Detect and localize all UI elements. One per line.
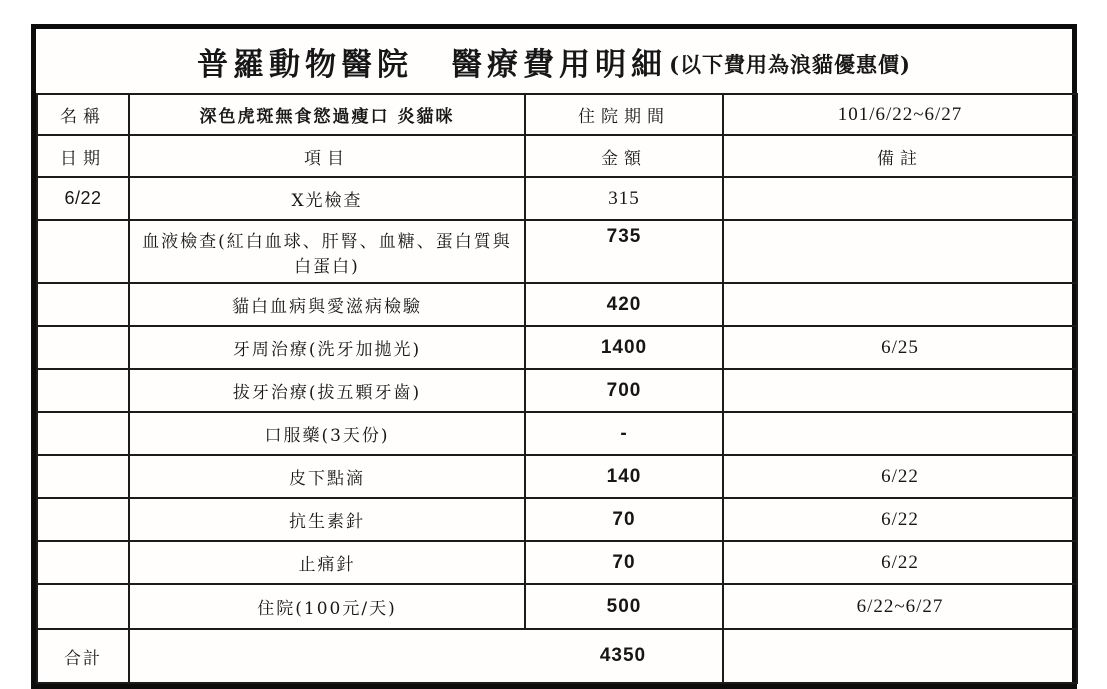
table-row (37, 283, 1077, 326)
cell-note: 6/25 (723, 326, 1077, 369)
cell-amount: 140 (525, 455, 723, 498)
cell-amount: 700 (525, 369, 723, 412)
cell-note (723, 283, 1077, 326)
cell-note (723, 412, 1077, 455)
table-row (37, 369, 1077, 412)
cell-item: 貓白血病與愛滋病檢驗 (129, 283, 525, 326)
fee-table (31, 24, 1077, 689)
table-row (37, 455, 1077, 498)
cell-item: 抗生素針 (129, 498, 525, 541)
total-amount-wrap (130, 645, 722, 667)
date-column-header: 日期 (37, 135, 129, 177)
total-label: 合計 (37, 629, 129, 683)
cell-note (723, 220, 1077, 283)
cell-date (37, 220, 129, 283)
table-row (37, 220, 1077, 283)
cell-date (37, 584, 129, 629)
table-row (37, 326, 1077, 369)
cell-date (37, 283, 129, 326)
fee-items-table (36, 93, 1078, 684)
cell-item: 血液檢查(紅白血球、肝腎、血糖、蛋白質與白蛋白) (129, 220, 525, 283)
total-note-cell (723, 629, 1077, 683)
cell-item: 皮下點滴 (129, 455, 525, 498)
hospitalization-period-value: 101/6/22~6/27 (723, 94, 1077, 135)
cell-amount: - (525, 412, 723, 455)
cell-date (37, 498, 129, 541)
cell-amount: 70 (525, 498, 723, 541)
cell-date (37, 326, 129, 369)
patient-description: 深色虎斑無食慾過瘦口 炎貓咪 (129, 94, 525, 135)
cell-item: 牙周治療(洗牙加拋光) (129, 326, 525, 369)
hospital-name: 普羅動物醫院 (197, 46, 414, 83)
cell-amount: 315 (525, 177, 723, 220)
cell-date (37, 412, 129, 455)
total-merged-cell (129, 629, 723, 683)
amount-column-header: 金額 (525, 135, 723, 177)
cell-item: 住院(100元/天) (129, 584, 525, 629)
cell-note (723, 369, 1077, 412)
cell-item: 拔牙治療(拔五顆牙齒) (129, 369, 525, 412)
total-amount: 4350 (599, 645, 647, 666)
column-header-row (37, 135, 1077, 177)
cell-item: X光檢查 (129, 177, 525, 220)
name-label: 名稱 (37, 94, 129, 135)
hospitalization-period-label: 住院期間 (525, 94, 723, 135)
table-row (37, 584, 1077, 629)
cell-amount: 735 (525, 220, 723, 283)
table-row (37, 412, 1077, 455)
cell-amount: 1400 (525, 326, 723, 369)
cell-amount: 420 (525, 283, 723, 326)
total-row (37, 629, 1077, 683)
title-price-note: (以下費用為浪貓優惠價) (669, 52, 911, 77)
cell-date (37, 455, 129, 498)
note-column-header: 備註 (723, 135, 1077, 177)
cell-date (37, 369, 129, 412)
table-row (37, 498, 1077, 541)
cell-date (37, 541, 129, 584)
cell-amount: 70 (525, 541, 723, 584)
cell-item: 止痛針 (129, 541, 525, 584)
item-column-header: 項目 (129, 135, 525, 177)
cell-note: 6/22 (723, 541, 1077, 584)
document-title (36, 29, 1072, 93)
document-subject: 醫療費用明細 (451, 46, 668, 83)
cell-note: 6/22 (723, 498, 1077, 541)
table-row (37, 177, 1077, 220)
patient-info-row (37, 94, 1077, 135)
cell-item: 口服藥(3天份) (129, 412, 525, 455)
cell-note (723, 177, 1077, 220)
cell-amount: 500 (525, 584, 723, 629)
cell-note: 6/22~6/27 (723, 584, 1077, 629)
cell-date: 6/22 (37, 177, 129, 220)
table-row (37, 541, 1077, 584)
cell-note: 6/22 (723, 455, 1077, 498)
